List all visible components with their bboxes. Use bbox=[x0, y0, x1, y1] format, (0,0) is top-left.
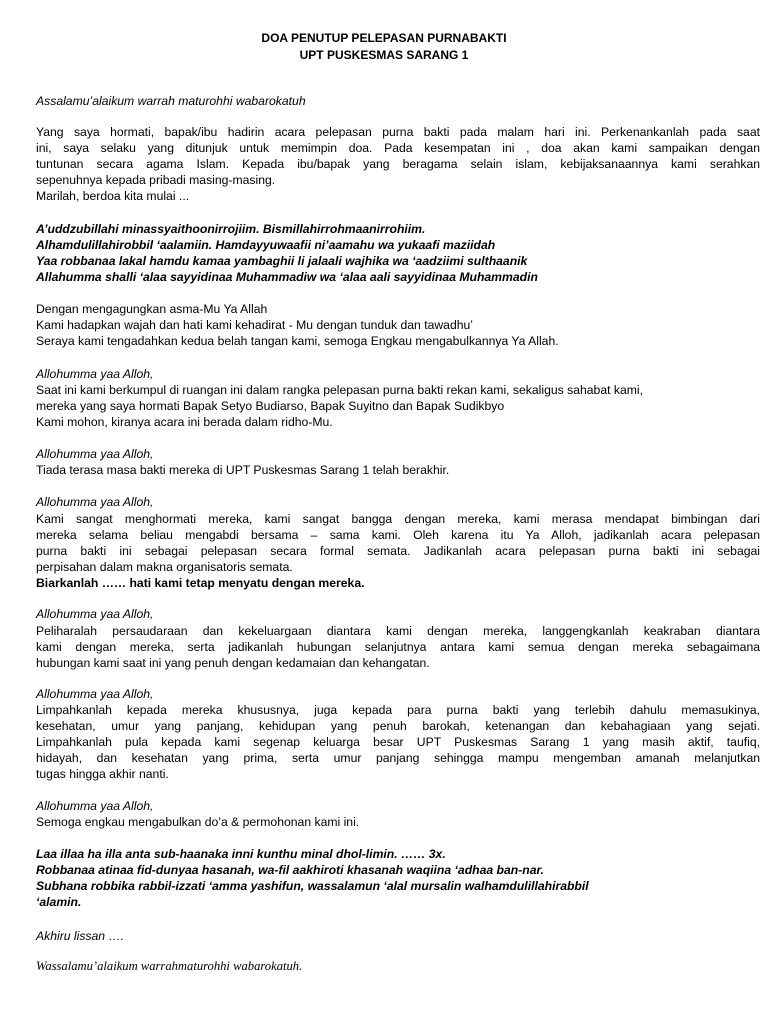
section-line: tugas hingga akhir nanti. bbox=[36, 767, 169, 781]
section-closing-line: Biarkanlah …… hati kami tetap menyatu dengan mereka. bbox=[36, 576, 365, 590]
section-line: purna bakti ini sebagai pelepasan secara formal semata. Jadikanlah acara pelepasan purna bakti ini sebagai bbox=[36, 544, 760, 558]
farewell: Wassalamu’alaikum warrahmaturohhi wabarokatuh. bbox=[36, 959, 303, 973]
opening-prayer-line: Allahumma shalli ‘alaa sayyidinaa Muhammadiw wa ‘alaa aali sayyidinaa Muhammadin bbox=[36, 270, 538, 284]
section-line: Kami sangat menghormati mereka, kami sangat bangga dengan mereka, kami merasa mendapat bimbingan dari bbox=[36, 512, 760, 526]
section-line: mereka selama beliau mengabdi bersama – sama kami. Oleh karena itu Ya Alloh, jadikanlah acara pelepasan bbox=[36, 528, 760, 542]
section-line: kami dengan mereka, serta jadikanlah hubungan selanjutnya antara kami semua dengan mereka sebagaimana bbox=[36, 640, 760, 654]
document-title: DOA PENUTUP PELEPASAN PURNABAKTI bbox=[261, 31, 507, 45]
section-heading: Allohumma yaa Alloh, bbox=[36, 687, 154, 701]
dedication-line: Seraya kami tengadahkan kedua belah tangan kami, semoga Engkau mengabulkannya Ya Allah. bbox=[36, 334, 559, 348]
section-heading: Allohumma yaa Alloh, bbox=[36, 367, 154, 381]
greeting: Assalamu’alaikum warrah maturohhi wabarokatuh bbox=[36, 94, 306, 108]
section-line: Semoga engkau mengabulkan do’a & permohonan kami ini. bbox=[36, 815, 360, 829]
closing-prayer-line: ‘alamin. bbox=[36, 895, 82, 909]
section-line: mereka yang saya hormati Bapak Setyo Budiarso, Bapak Suyitno dan Bapak Sudikbyo bbox=[36, 399, 505, 413]
section-heading: Allohumma yaa Alloh, bbox=[36, 447, 154, 461]
opening-prayer-line: A’uddzubillahi minassyaithoonirrojiim. Bismillahirrohmaanirrohiim. bbox=[36, 222, 426, 236]
closing-prayer-line: Laa illaa ha illa anta sub-haanaka inni kunthu minal dhol-limin. …… 3x. bbox=[36, 847, 446, 861]
intro-line: Yang saya hormati, bapak/ibu hadirin acara pelepasan purna bakti pada malam hari ini. Perkenankanlah pada saat bbox=[36, 125, 760, 139]
section-heading: Allohumma yaa Alloh, bbox=[36, 607, 154, 621]
section-line: hubungan kami saat ini yang penuh dengan kedamaian dan kehangatan. bbox=[36, 656, 430, 670]
section-line: perpisahan dalam makna organisatoris semata. bbox=[36, 560, 293, 574]
section-line: Saat ini kami berkumpul di ruangan ini dalam rangka pelepasan purna bakti rekan kami, sekaligus sahabat kami, bbox=[36, 383, 644, 397]
closing-prayer-line: Subhana robbika rabbil-izzati ‘amma yashifun, wassalamun ‘alal mursalin walhamdulillahirabbil bbox=[36, 879, 589, 893]
section-line: kesehatan, umur yang panjang, kehidupan yang penuh barokah, ketenangan dan kebahagiaan yang sejati. bbox=[36, 719, 760, 733]
intro-line: ini, saya selaku yang ditunjuk untuk memimpin doa. Pada kesempatan ini , doa akan kami sampaikan dengan bbox=[36, 141, 760, 155]
dedication-line: Kami hadapkan wajah dan hati kami kehadirat - Mu dengan tunduk dan tawadhu’ bbox=[36, 318, 474, 332]
section-line: Kami mohon, kiranya acara ini berada dalam ridho-Mu. bbox=[36, 415, 333, 429]
section-line: Limpahkanlah kepada mereka khususnya, juga kepada para purna bakti yang terlebih dahulu memasukinya, bbox=[36, 703, 760, 717]
closing-prayer-line: Robbanaa atinaa fid-dunyaa hasanah, wa-fil aakhiroti khasanah waqiina ‘adhaa ban-nar. bbox=[36, 863, 544, 877]
intro-line: Marilah, berdoa kita mulai ... bbox=[36, 189, 190, 203]
intro-line: tuntunan secara agama Islam. Kepada ibu/bapak yang beragama selain islam, kebijaksanaannya kami serahkan bbox=[36, 157, 760, 171]
intro-line: sepenuhnya kepada pribadi masing-masing. bbox=[36, 173, 276, 187]
opening-prayer-line: Alhamdulillahirobbil ‘aalamiin. Hamdayyuwaafii ni’aamahu wa yukaafi maziidah bbox=[36, 238, 496, 252]
end-phrase: Akhiru lissan …. bbox=[36, 929, 125, 943]
document-subtitle: UPT PUSKESMAS SARANG 1 bbox=[299, 48, 469, 62]
section-heading: Allohumma yaa Alloh, bbox=[36, 495, 154, 509]
dedication-line: Dengan mengagungkan asma-Mu Ya Allah bbox=[36, 302, 268, 316]
section-heading: Allohumma yaa Alloh, bbox=[36, 799, 154, 813]
section-line: Limpahkanlah pula kepada kami segenap keluarga besar UPT Puskesmas Sarang 1 yang masih aktif, taufiq, bbox=[36, 735, 760, 749]
section-line: hidayah, dan kesehatan yang prima, serta umur panjang sehingga mampu mengemban amanah melanjutkan bbox=[36, 751, 760, 765]
section-line: Peliharalah persaudaraan dan kekeluargaan diantara kami dengan mereka, langgengkanlah keakraban diantara bbox=[36, 624, 760, 638]
opening-prayer-line: Yaa robbanaa lakal hamdu kamaa yambaghii li jalaali wajhika wa ‘aadziimi sulthaanik bbox=[36, 254, 528, 268]
section-line: Tiada terasa masa bakti mereka di UPT Puskesmas Sarang 1 telah berakhir. bbox=[36, 463, 450, 477]
